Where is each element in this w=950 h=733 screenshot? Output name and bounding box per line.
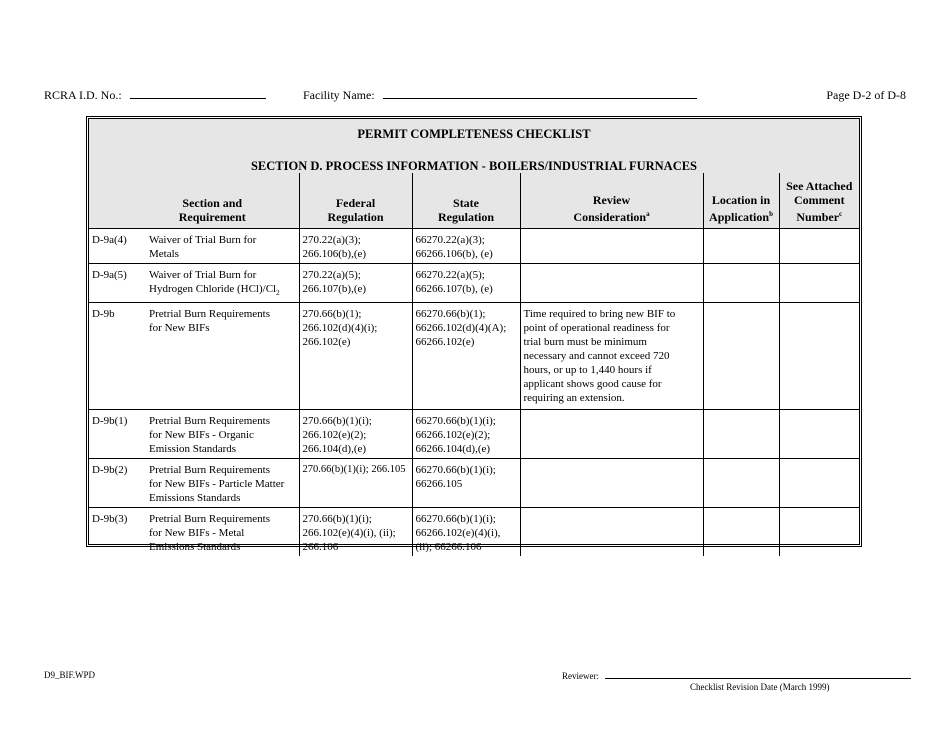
req-line: Emissions Standards [149, 491, 241, 504]
row-federal [299, 458, 412, 507]
req-line: Emissions Standards [149, 540, 241, 553]
state-line: 66270.66(b)(1)(i); [415, 512, 496, 525]
req-line: Metals [149, 247, 179, 260]
row-review [520, 263, 703, 302]
row-comment [779, 263, 859, 302]
req-line: Hydrogen Chloride (HCl)/Cl [149, 282, 277, 295]
facility-name-blank [383, 88, 697, 99]
table-header-row [89, 173, 859, 228]
col-federal-line2: Regulation [327, 209, 384, 224]
row-id: D-9b(3) [89, 507, 149, 556]
state-line: 66270.66(b)(1)(i); [415, 463, 496, 476]
row-state [412, 458, 520, 507]
row-requirement [149, 228, 299, 263]
fed-line: 270.66(b)(1)(i); [302, 512, 372, 525]
req-line: for New BIFs - Metal [149, 526, 245, 539]
fed-line: 266.107(b),(e) [302, 282, 367, 295]
fed-line: 266.102(e) [302, 335, 351, 348]
rcra-id-field [44, 88, 266, 103]
row-comment [779, 409, 859, 458]
table-row [89, 409, 859, 458]
row-review [520, 302, 703, 409]
fed-line: 266.102(d)(4)(i); [302, 321, 378, 334]
col-comment-line1: See Attached [786, 178, 853, 193]
row-review [520, 507, 703, 556]
table-row [89, 458, 859, 507]
review-line: point of operational readiness for [523, 321, 670, 334]
rcra-id-blank [130, 88, 266, 99]
subscript: 2 [276, 288, 280, 297]
reviewer-label: Reviewer: [562, 671, 599, 681]
state-line: 66270.22(a)(5); [415, 268, 485, 281]
row-comment [779, 302, 859, 409]
row-state [412, 302, 520, 409]
row-federal [299, 507, 412, 556]
fed-line: 266.102(e)(2); [302, 428, 367, 441]
col-location-in-application [703, 173, 779, 228]
reviewer-field [562, 670, 911, 681]
facility-name-label: Facility Name: [303, 88, 375, 102]
row-review [520, 409, 703, 458]
req-line: for New BIFs [149, 321, 210, 334]
fed-line: 270.66(b)(1)(i); [302, 414, 372, 427]
footnote-c: c [839, 209, 843, 218]
row-location [703, 409, 779, 458]
row-state [412, 409, 520, 458]
fed-line: 270.22(a)(3); [302, 233, 361, 246]
table-title-band [89, 119, 859, 174]
section-title: SECTION D. PROCESS INFORMATION - BOILERS/INDUSTRIAL FURNACES [250, 159, 698, 173]
state-line: 66266.102(d)(4)(A); [415, 321, 507, 334]
row-state [412, 228, 520, 263]
row-location [703, 458, 779, 507]
revision-date: Checklist Revision Date (March 1999) [690, 682, 830, 692]
fed-line: 270.66(b)(1); [302, 307, 362, 320]
checklist-table-frame [86, 116, 862, 553]
fed-line: 270.66(b)(1)(i); 266.105 [302, 463, 406, 475]
row-location [703, 302, 779, 409]
req-line: Waiver of Trial Burn for [149, 268, 257, 281]
rcra-id-label: RCRA I.D. No.: [44, 88, 122, 102]
row-federal [299, 228, 412, 263]
row-federal [299, 302, 412, 409]
checklist-table [89, 173, 859, 556]
req-line: Pretrial Burn Requirements [149, 307, 270, 320]
col-comment-line2: Comment [793, 192, 845, 207]
table-row [89, 507, 859, 556]
review-line: hours, or up to 1,440 hours if [523, 363, 652, 376]
row-review [520, 228, 703, 263]
col-section-line1: Section and [182, 195, 243, 210]
reviewer-blank [605, 670, 911, 679]
page-number: Page D-2 of D-8 [826, 88, 906, 102]
review-line: trial burn must be minimum [523, 335, 647, 348]
review-line: Time required to bring new BIF to [523, 307, 676, 320]
review-line: requiring an extension. [523, 391, 625, 404]
state-line: 66266.102(e) [415, 335, 475, 348]
facility-name-field [303, 88, 697, 103]
review-line: necessary and cannot exceed 720 [523, 349, 670, 362]
row-id: D-9b(2) [89, 458, 149, 507]
state-line: 66266.105 [415, 477, 463, 490]
state-line: 66270.66(b)(1)(i); [415, 414, 496, 427]
checklist-title: PERMIT COMPLETENESS CHECKLIST [357, 127, 591, 141]
fed-line: 266.102(e)(4)(i), (ii); [302, 526, 396, 539]
req-line: for New BIFs - Particle Matter [149, 477, 285, 490]
row-review [520, 458, 703, 507]
row-location [703, 228, 779, 263]
row-comment [779, 458, 859, 507]
fed-line: 266.104(d),(e) [302, 442, 367, 455]
state-line: 66270.66(b)(1); [415, 307, 486, 320]
footnote-a: a [646, 209, 650, 218]
col-state-line2: Regulation [438, 209, 495, 224]
file-name: D9_BIF.WPD [44, 670, 96, 680]
col-state-line1: State [453, 195, 480, 210]
col-review-line2: Consideration [573, 209, 647, 224]
col-comment-line3: Number [796, 209, 840, 224]
row-id: D-9a(5) [89, 263, 149, 302]
state-line: 66266.107(b), (e) [415, 282, 493, 295]
col-section-line2: Requirement [178, 209, 246, 224]
col-location-line2: Application [709, 209, 770, 224]
fed-line: 270.22(a)(5); [302, 268, 361, 281]
col-state-regulation [412, 173, 520, 228]
col-federal-regulation [299, 173, 412, 228]
req-line: Pretrial Burn Requirements [149, 463, 270, 476]
state-line: 66266.104(d),(e) [415, 442, 491, 455]
review-line: applicant shows good cause for [523, 377, 662, 390]
table-row [89, 228, 859, 263]
row-requirement [149, 263, 299, 302]
fed-line: 266.106(b),(e) [302, 247, 367, 260]
row-requirement [149, 458, 299, 507]
col-attached-comment-number [779, 173, 859, 228]
col-federal-line1: Federal [335, 195, 376, 210]
state-line: 66266.106(b), (e) [415, 247, 493, 260]
table-row [89, 302, 859, 409]
row-state [412, 263, 520, 302]
row-federal [299, 409, 412, 458]
row-comment [779, 507, 859, 556]
req-line: for New BIFs - Organic [149, 428, 254, 441]
row-requirement [149, 507, 299, 556]
fed-line: 266.106 [302, 540, 339, 553]
col-review-consideration [520, 173, 703, 228]
state-line: 66266.102(e)(4)(i), [415, 526, 501, 539]
footnote-b: b [769, 209, 773, 218]
req-line: Emission Standards [149, 442, 237, 455]
row-federal [299, 263, 412, 302]
row-id: D-9b(1) [89, 409, 149, 458]
row-state [412, 507, 520, 556]
col-review-line1: Review [592, 192, 631, 207]
req-line: Pretrial Burn Requirements [149, 512, 270, 525]
col-section-requirement [89, 173, 299, 228]
row-id: D-9b [89, 302, 149, 409]
row-requirement [149, 302, 299, 409]
col-location-line1: Location in [711, 192, 771, 207]
row-id: D-9a(4) [89, 228, 149, 263]
req-line: Pretrial Burn Requirements [149, 414, 270, 427]
table-row [89, 263, 859, 302]
row-location [703, 263, 779, 302]
row-location [703, 507, 779, 556]
row-comment [779, 228, 859, 263]
state-line: (ii); 66266.106 [415, 540, 482, 553]
req-line: Waiver of Trial Burn for [149, 233, 257, 246]
row-requirement [149, 409, 299, 458]
state-line: 66266.102(e)(2); [415, 428, 491, 441]
state-line: 66270.22(a)(3); [415, 233, 485, 246]
